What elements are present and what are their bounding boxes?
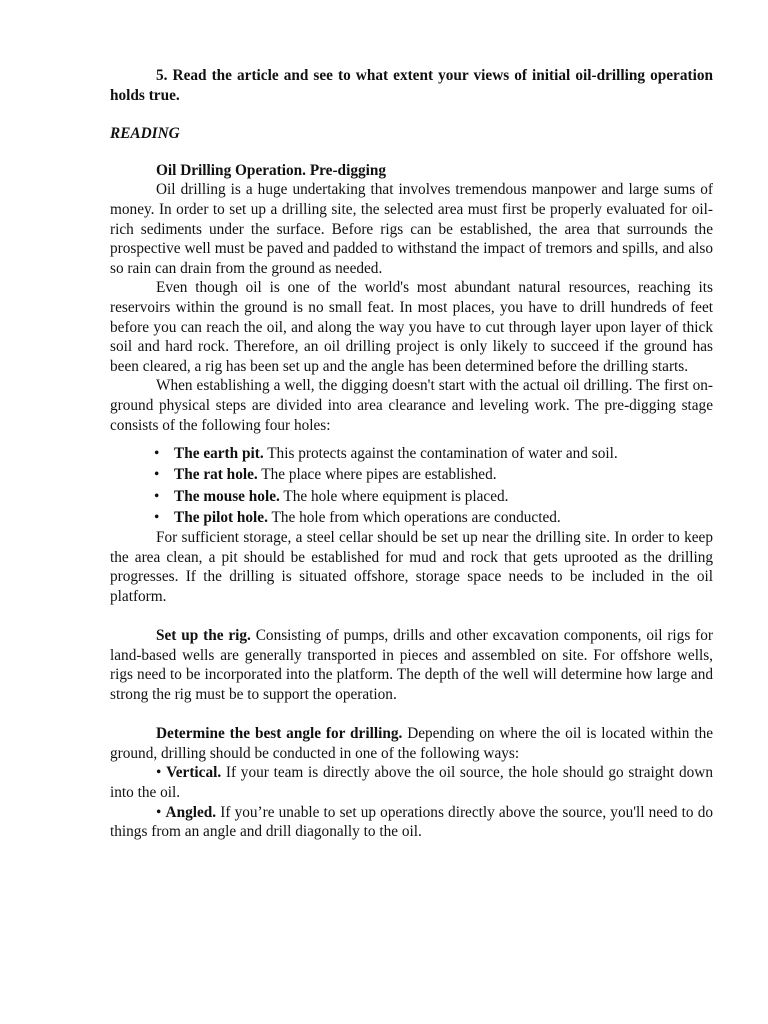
article-title: Oil Drilling Operation. Pre-digging [156,161,387,179]
bullet-icon: • [156,764,162,782]
hole-description: The hole where equipment is placed. [279,487,509,505]
paragraph-spacer [110,705,713,725]
rig-heading: Set up the rig. [156,627,251,645]
article-paragraph-1: Oil drilling is a huge undertaking that involves tremendous manpower and large sums of money. In order to set up a drilling site, the selected area must first be properly evaluated for oil-rich sediments under the surface. Before rigs can be established, the area that surrounds the prospective well must be paved and padded to withstand the impact of tremors and spills, and also so rain can drain from the ground as needed. [110,181,713,277]
hole-description: The hole from which operations are conducted. [267,508,561,526]
angle-option-term: Angled. [165,803,217,821]
angle-option-angled [110,803,713,842]
list-item [110,464,713,485]
task-instruction: 5. Read the article and see to what extent your views of initial oil-drilling operation holds true. [110,67,713,104]
angle-section [110,724,713,763]
angle-text: Depending on where the oil is located within the ground, drilling should be conducted in one of the following ways: [110,725,714,762]
list-item [110,507,713,528]
bullet-icon: • [154,487,160,505]
angle-heading: Determine the best angle for drilling. [156,725,403,743]
bullet-icon: • [156,803,162,821]
bullet-icon: • [154,445,160,463]
hole-term: The rat hole. [174,466,258,484]
hole-term: The mouse hole. [174,487,280,505]
angle-option-description: If your team is directly above the oil source, the hole should go straight down into the oil. [110,764,714,801]
bullet-icon: • [154,466,160,484]
list-item [110,486,713,507]
paragraph-spacer [110,607,713,627]
angle-option-term: Vertical. [166,764,222,782]
bullet-icon: • [154,508,160,526]
hole-term: The pilot hole. [174,508,268,526]
hole-term: The earth pit. [174,445,264,463]
hole-description: This protects against the contamination of water and soil. [263,445,618,463]
pre-digging-holes-list [110,443,713,528]
reading-label: READING [110,125,180,143]
angle-option-description: If you’re unable to set up operations directly above the source, you'll need to do things from an angle and drill diagonally to the oil. [110,803,714,841]
storage-paragraph: For sufficient storage, a steel cellar should be set up near the drilling site. In order to keep the area clean, a pit should be established for mud and rock that gets uprooted as the drilling progresses. If the drilling is situated offshore, storage space needs to be included in the oil platform. [110,529,713,606]
hole-description: The place where pipes are established. [257,466,497,484]
rig-text: Consisting of pumps, drills and other excavation components, oil rigs for land-based wells are generally transported in pieces and assembled on site. For offshore wells, rigs need to be incorporated into the platform. The depth of the well will determine how large and strong the rig must be to support the operation. [110,627,713,704]
article-paragraph-3: When establishing a well, the digging doesn't start with the actual oil drilling. The first on-ground physical steps are divided into area clearance and leveling work. The pre-digging stage consists of the following four holes: [110,377,713,434]
rig-section [110,626,713,704]
document-page [110,66,713,842]
angle-option-vertical [110,763,713,802]
list-item [110,443,713,464]
article-paragraph-2: Even though oil is one of the world's most abundant natural resources, reaching its reservoirs within the ground is no small feat. In most places, you have to drill hundreds of feet before you can reach the oil, and along the way you have to cut through layer upon layer of thick soil and hard rock. Therefore, an oil drilling project is only likely to succeed if the ground has been cleared, a rig has been set up and the angle has been determined before the drilling starts. [110,279,713,375]
